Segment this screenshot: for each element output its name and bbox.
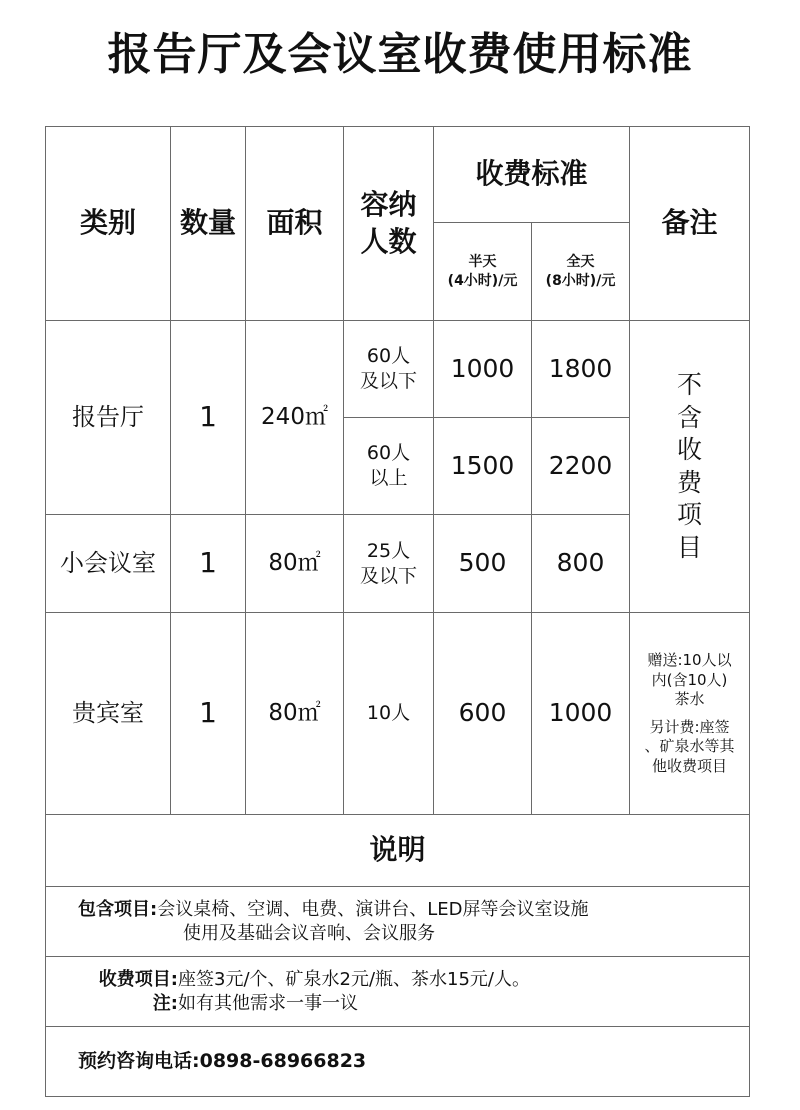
room-area: 240㎡ <box>246 321 344 515</box>
remark-char: 收 <box>677 435 703 464</box>
half-day-price: 600 <box>434 613 532 815</box>
remark-line: 茶水 <box>674 690 705 708</box>
room-quantity: 1 <box>171 613 246 815</box>
room-capacity <box>344 515 434 613</box>
full-day-price: 2200 <box>532 418 630 515</box>
capacity-line1: 60人 <box>366 442 411 465</box>
charges-and-notes <box>46 957 750 1027</box>
remark-char: 不 <box>677 370 703 399</box>
room-name: 小会议室 <box>46 515 171 613</box>
remark-vip <box>630 613 750 815</box>
room-quantity: 1 <box>171 321 246 515</box>
remark-line: 他收费项目 <box>652 756 728 775</box>
remark-excluded <box>630 321 750 613</box>
remark-char: 费 <box>677 467 703 497</box>
table-row <box>46 613 750 815</box>
capacity-line1: 25人 <box>366 539 411 562</box>
header-remarks: 备注 <box>630 127 750 321</box>
notes-title: 说明 <box>46 815 750 887</box>
note-text: 如有其他需求一事一议 <box>178 992 358 1014</box>
header-fee-standard: 收费标准 <box>434 127 630 223</box>
capacity-line2: 及以下 <box>359 370 417 392</box>
remark-char: 目 <box>677 532 703 562</box>
header-half-day-line1: 半天 <box>468 254 497 271</box>
included-items <box>46 887 750 957</box>
half-day-price: 1500 <box>434 418 532 515</box>
room-quantity: 1 <box>171 515 246 613</box>
charges-text: 座签3元/个、矿泉水2元/瓶、茶水15元/人。 <box>178 969 531 991</box>
header-capacity <box>344 127 434 321</box>
full-day-price: 800 <box>532 515 630 613</box>
included-text-line1: 会议桌椅、空调、电费、演讲台、LED屏等会议室设施 <box>157 899 589 921</box>
table-row <box>46 321 750 418</box>
remark-char: 项 <box>677 500 703 529</box>
room-capacity: 10人 <box>344 613 434 815</box>
half-day-price: 1000 <box>434 321 532 418</box>
note-label: 注: <box>152 992 178 1014</box>
header-full-day <box>532 223 630 321</box>
remark-line: 另计费:座签 <box>649 717 730 736</box>
header-capacity-line1: 容纳 <box>360 188 417 222</box>
header-full-day-line1: 全天 <box>566 254 595 271</box>
room-area: 80㎡ <box>246 515 344 613</box>
header-half-day-line2: (4小时)/元 <box>447 272 518 289</box>
remark-line: 、矿泉水等其 <box>644 737 735 755</box>
half-day-price: 500 <box>434 515 532 613</box>
room-name: 贵宾室 <box>46 613 171 815</box>
capacity-line1: 60人 <box>366 345 411 368</box>
header-quantity: 数量 <box>171 127 246 321</box>
included-text-line2: 使用及基础会议音响、会议服务 <box>183 922 435 944</box>
phone-row <box>46 1027 750 1097</box>
phone-label: 预约咨询电话: <box>78 1050 200 1073</box>
header-full-day-line2: (8小时)/元 <box>545 272 616 289</box>
room-area: 80㎡ <box>246 613 344 815</box>
room-name: 报告厅 <box>46 321 171 515</box>
header-capacity-line2: 人数 <box>360 224 417 258</box>
included-label: 包含项目: <box>78 899 158 921</box>
capacity-line2: 及以下 <box>359 564 417 587</box>
remark-line: 内(含10人) <box>651 670 728 689</box>
header-half-day <box>434 223 532 321</box>
page-title: 报告厅及会议室收费使用标准 <box>107 29 693 80</box>
fee-table <box>45 126 750 1097</box>
room-capacity <box>344 321 434 418</box>
room-capacity <box>344 418 434 515</box>
remark-char: 含 <box>677 402 703 432</box>
remark-line: 赠送:10人以 <box>647 651 732 669</box>
full-day-price: 1000 <box>532 613 630 815</box>
charges-label: 收费项目: <box>98 969 178 991</box>
header-area: 面积 <box>246 127 344 321</box>
phone-number: 0898-68966823 <box>199 1050 367 1073</box>
capacity-line2: 以上 <box>369 467 408 489</box>
header-category: 类别 <box>46 127 171 321</box>
full-day-price: 1800 <box>532 321 630 418</box>
